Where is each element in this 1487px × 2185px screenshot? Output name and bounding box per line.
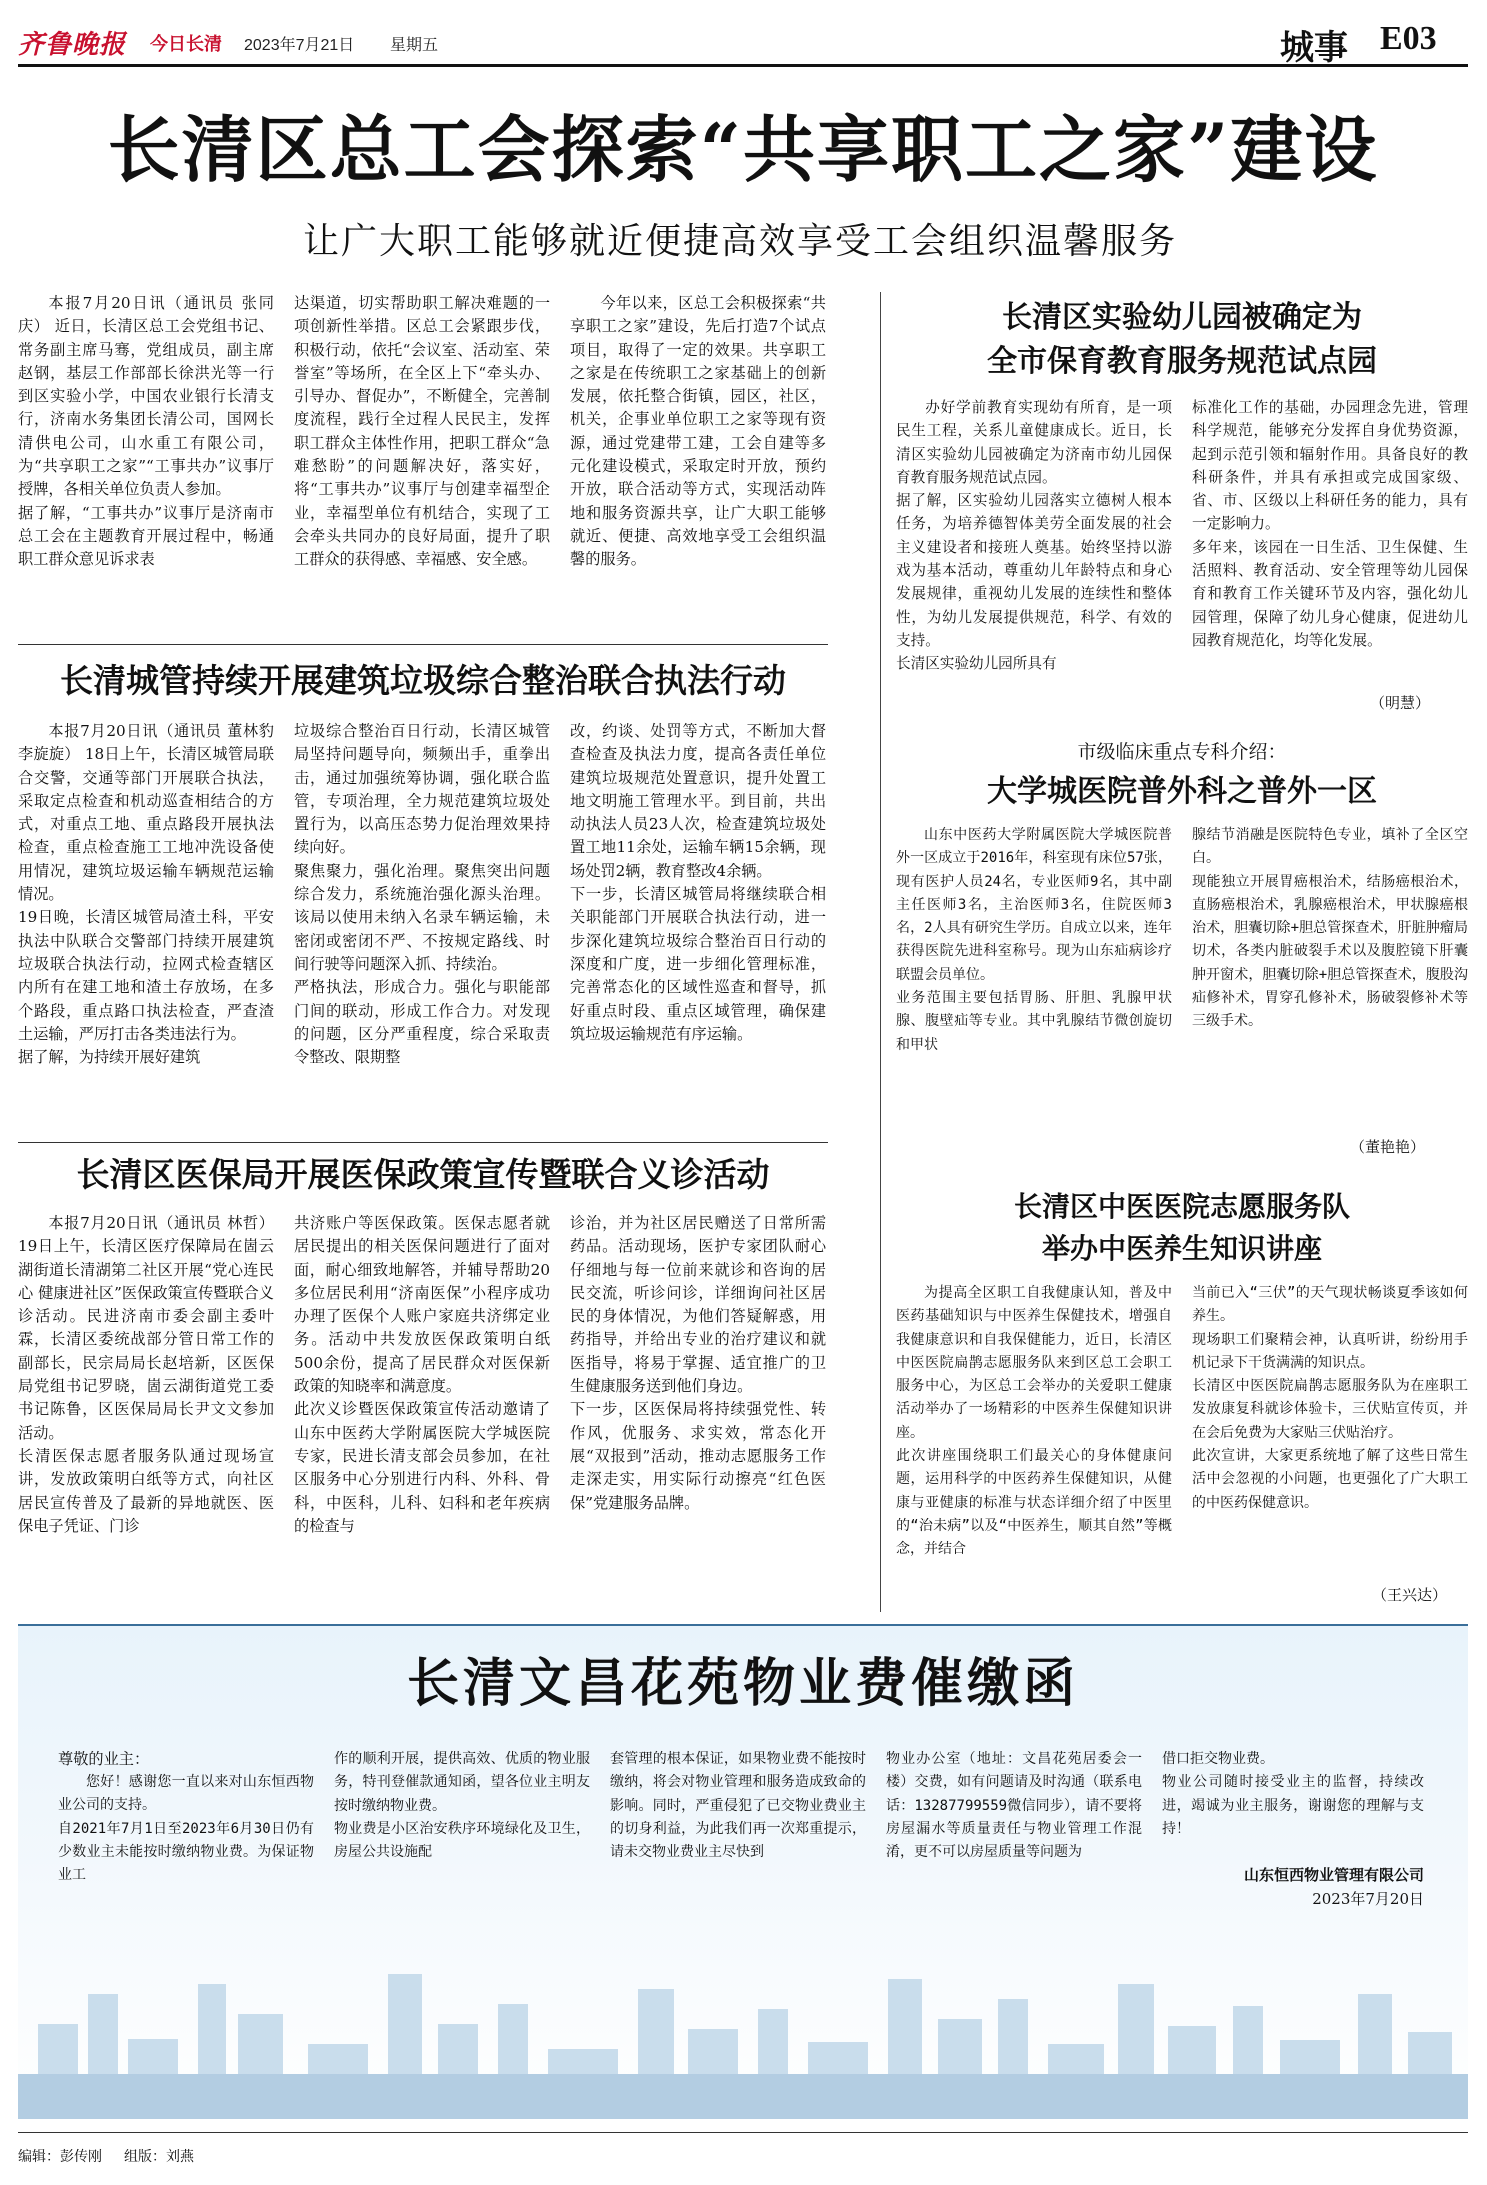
ye-title-line-2: 全市保育教育服务规范试点园 — [987, 344, 1377, 379]
right-column-divider — [880, 292, 881, 1612]
lead-subtitle: 让广大职工能够就近便捷高效享受工会组织温馨服务 — [302, 221, 1177, 262]
lead-col-1: 本报7月20日讯（通讯员 张同庆） 近日，长清区总工会党组书记、常务副主席马骞，党组成员，副主席赵钢，基层工作部部长徐洪光等一行到区实验小学，中国农业银行长清支行，济南水务集团长清公司，国网长清供电公司，山水重工有限公司，为“共享职工之家”“工事共办”议事厅授牌，各相关单位负责人参加。 据了解，“工事共办”议事厅是济南市总工会在主题教育开展过程中，畅通职工群众意见诉求表 — [18, 294, 274, 569]
yb-col-3: 诊治，并为社区居民赠送了日常所需药品。活动现场，医护专家团队耐心仔细地与每一位前来就诊和咨询的居民交流，听诊问诊，详细询问社区居民的身体情况，为他们答疑解惑，用药指导，并给出专业的治疗建议和就医指导，将易于掌握、适宜推广的卫生健康服务送到他们身边。 下一步，区医保局将持续强党性、转作风，优服务、求实效，常态化开展“双报到”活动，推动志愿服务工作走深走实，用实际行动擦亮“红色医保”党建服务品牌。 — [570, 1214, 826, 1512]
yb-title: 长清区医保局开展医保政策宣传暨联合义诊活动 — [76, 1155, 770, 1194]
ye-col-2: 标准化工作的基础，办园理念先进，管理科学规范，能够充分发挥自身优势资源，起到示范引领和辐射作用。具备良好的教科研条件，并具有承担或完成国家级、省、市、区级以上科研任务的能力，具有一定影响力。 多年来，该园在一日生活、卫生保健、生活照料、教育活动、安全管理等幼儿园保育和教育工作关键环节及内容，强化幼儿园管理，保障了幼儿身心健康，促进幼儿园教育规范化，均等化发展。 — [1192, 399, 1468, 649]
issue-date: 2023年7月21日 — [244, 37, 355, 54]
footer-editor: 编辑：彭传刚 — [18, 2149, 102, 2165]
dxc-kicker: 市级临床重点专科介绍： — [1077, 741, 1287, 763]
zy-byline: （王兴达） — [1372, 1586, 1448, 1604]
yb-col-1: 本报7月20日讯（通讯员 林哲） 19日上午，长清区医疗保障局在崮云湖街道长清湖第二社区开展“党心连民心 健康进社区”医保政策宣传暨联合义诊活动。民进济南市委会副主委叶霖，长清区委统战部分管日常工作的副部长，民宗局局长赵培新，区医保局党组书记罗晓，崮云湖街道党工委书记陈鲁，区医保局局长尹文文参加活动。 长清医保志愿者服务队通过现场宣讲，发放政策明白纸等方式，向社区居民宣传普及了最新的异地就医、医保电子凭证、门诊 — [18, 1214, 274, 1535]
zy-col-2: 当前已入“三伏”的天气现状畅谈夏季该如何养生。 现场职工们聚精会神，认真听讲，纷纷用手机记录下干货满满的知识点。 长清区中医医院扁鹊志愿服务队为在座职工发放康复科就诊体验卡，三伏贴宣传页，并在会后免费为大家贴三伏贴治疗。 此次宣讲，大家更系统地了解了这些日常生活中会忽视的小问题，也更强化了广大职工的中医药保健意识。 — [1192, 1285, 1468, 1511]
notice-salutation: 尊敬的业主： — [58, 1750, 150, 1768]
lead-bottom-rule — [18, 644, 828, 645]
page-name: 城事 — [1280, 28, 1348, 68]
yb-col-2: 共济账户等医保政策。医保志愿者就居民提出的相关医保问题进行了面对面，耐心细致地解答，并辅导帮助20多位居民利用“济南医保”小程序成功办理了医保个人账户家庭共济绑定业务。活动中共发放医保政策明白纸500余份，提高了居民群众对医保新政策的知晓率和满意度。 此次义诊暨医保政策宣传活动邀请了山东中医药大学附属医院大学城医院专家，民进长清支部会员参加，在社区服务中心分别进行内科、外科、骨科，中医科，儿科、妇科和老年疾病的检查与 — [294, 1214, 550, 1535]
cg-title: 长清城管持续开展建筑垃圾综合整治联合执法行动 — [60, 661, 786, 700]
notice-title: 长清文昌花苑物业费催缴函 — [406, 1653, 1079, 1714]
cg-col-2: 垃圾综合整治百日行动，长清区城管局坚持问题导向，频频出手，重拳出击，通过加强统筹协调，强化联合监管，专项治理，全力规范建筑垃圾处置行为，以高压态势力促治理效果持续向好。 聚焦聚力，强化治理。聚焦突出问题综合发力，系统施治强化源头治理。该局以使用未纳入名录车辆运输，未密闭或密闭不严、不按规定路线、时间行驶等问题深入抓、持续治。 严格执法，形成合力。强化与职能部门间的联动，形成工作合力。对发现的问题，区分严重程度，综合采取责令整改、限期整 — [294, 722, 550, 1067]
lead-col-2: 达渠道，切实帮助职工解决难题的一项创新性举措。区总工会紧跟步伐，积极行动，依托“会议室、活动室、荣誉室”等场所，在全区上下“牵头办、引导办、督促办”，不断健全，完善制度流程，践行全过程人民民主，发挥职工群众主体性作用，把职工群众“急难愁盼”的问题解决好，落实好，将“工事共办”议事厅与创建幸福型企业，幸福型单位有机结合，实现了工会牵头共同办的良好局面，提升了职工群众的获得感、幸福感、安全感。 — [294, 294, 550, 569]
notice-col-3: 套管理的根本保证，如果物业费不能按时缴纳，将会对物业管理和服务造成致命的影响。同时，严重侵犯了已交物业费业主的切身利益，为此我们再一次郑重提示，请未交物业费业主尽快到 — [610, 1751, 866, 1861]
zy-title-line-1: 长清区中医医院志愿服务队 — [1013, 1190, 1350, 1223]
dxc-byline: （董艳艳） — [1350, 1138, 1426, 1156]
notice-col-4: 物业办公室（地址：文昌花苑居委会一楼）交费，如有问题请及时沟通（联系电话：13287799559微信同步），请不要将房屋漏水等质量责任与物业管理工作混淆，更不可以房屋质量等问题为 — [886, 1751, 1142, 1861]
issue-weekday: 星期五 — [390, 35, 439, 54]
cg-col-3: 改，约谈、处罚等方式，不断加大督查检查及执法力度，提高各责任单位建筑垃圾规范处置意识，提升处置工地文明施工管理水平。到目前，共出动执法人员23人次，检查建筑垃圾处置工地11余处，运输车辆15余辆，现场处罚2辆，教育整改4余辆。 下一步，长清区城管局将继续联合相关职能部门开展联合执法行动，进一步深化建筑垃圾综合整治百日行动的深度和广度，进一步细化管理标准，完善常态化的区域性巡查和督导，抓好重点时段、重点区域管理，确保建筑垃圾运输规范有序运输。 — [570, 722, 826, 1043]
zy-col-1: 为提高全区职工自我健康认知，普及中医药基础知识与中医养生保健技术，增强自我健康意识和自我保健能力，近日，长清区中医医院扁鹊志愿服务队来到区总工会职工服务中心，为区总工会举办的关爱职工健康活动举办了一场精彩的中医养生保健知识讲座。 此次讲座围绕职工们最关心的身体健康问题，运用科学的中医药养生保健知识，从健康与亚健康的标准与状态详细介绍了中医里的“治未病”以及“中医养生，顺其自然”等概念，并结合 — [896, 1285, 1172, 1558]
footer-rule — [18, 2132, 1468, 2133]
notice-col-1: 您好！感谢您一直以来对山东恒西物业公司的支持。 自2021年7月1日至2023年6月30日仍有少数业主未能按时缴纳物业费。为保证物业工 — [58, 1774, 314, 1884]
dxc-title: 大学城医院普外科之普外一区 — [987, 774, 1377, 809]
lead-col-3: 今年以来，区总工会积极探索“共享职工之家”建设，先后打造7个试点项目，取得了一定的效果。共享职工之家是在传统职工之家基础上的创新发展，依托整合街镇，园区，社区，机关，企事业单位职工之家等现有资源，通过党建带工建，工会自建等多元化建设模式，采取定时开放，预约开放，联合活动等方式，实现活动阵地和服务资源共享，让广大职工能够就近、便捷、高效地享受工会组织温馨的服务。 — [570, 294, 826, 569]
newspaper-logo: 齐鲁晚报 — [18, 30, 127, 60]
cg-col-1: 本报7月20日讯（通讯员 董林豹 李旋旋） 18日上午，长清区城管局联合交警，交通等部门开展联合执法，采取定点检查和机动巡查相结合的方式，对重点工地、重点路段开展执法检查，重点检查施工工地冲洗设备使用情况，建筑垃圾运输车辆规范运输情况。 19日晚，长清区城管局渣土科，平安执法中队联合交警部门持续开展建筑垃圾联合执法行动，拉网式检查辖区内所有在建工地和渣土存放场，在多个路段，重点路口执法检查，严查渣土运输，严厉打击各类违法行为。 据了解，为持续开展好建筑 — [18, 722, 274, 1067]
section-name: 今日长清 — [150, 34, 222, 55]
notice-col-5: 借口拒交物业费。 物业公司随时接受业主的监督，持续改进，竭诚为业主服务，谢谢您的理解与支持！ — [1162, 1751, 1424, 1837]
zy-title-line-2: 举办中医养生知识讲座 — [1041, 1232, 1322, 1265]
notice-col-2: 作的顺利开展，提供高效、优质的物业服务，特刊登催款通知函，望各位业主明友按时缴纳物业费。 物业费是小区治安秩序环境绿化及卫生，房屋公共设施配 — [334, 1751, 590, 1861]
notice-top-rule — [18, 1624, 1468, 1626]
cg-bottom-rule — [18, 1142, 828, 1143]
lead-title: 长清区总工会探索“共享职工之家”建设 — [107, 107, 1379, 192]
dxc-col-2: 腺结节消融是医院特色专业，填补了全区空白。 现能独立开展胃癌根治术，结肠癌根治术，直肠癌根治术，乳腺癌根治术，甲状腺癌根治术，胆囊切除+胆总管探查术，肝脏肿瘤局切术，各类内脏破裂手术以及腹腔镜下肝囊肿开窗术，胆囊切除+胆总管探查术，腹股沟疝修补术，胃穿孔修补术，肠破裂修补术等三级手术。 — [1192, 827, 1468, 1030]
city-skyline-illustration — [18, 1954, 1468, 2119]
notice-signature: 山东恒西物业管理有限公司 — [1243, 1866, 1424, 1884]
masthead-rule — [18, 64, 1468, 67]
ye-byline: （明慧） — [1370, 694, 1431, 712]
notice-sign-date: 2023年7月20日 — [1312, 1890, 1424, 1908]
masthead — [18, 12, 1468, 72]
footer-layout: 组版：刘燕 — [124, 2149, 194, 2165]
dxc-col-1: 山东中医药大学附属医院大学城医院普外一区成立于2016年，科室现有床位57张，现有医护人员24名，专业医师9名，其中副主任医师3名，主治医师3名，住院医师3名，2人具有研究生学历。自成立以来，连年获得医院先进科室称号。现为山东疝病诊疗联盟会员单位。 业务范围主要包括胃肠、肝胆、乳腺甲状腺、腹壁疝等专业。其中乳腺结节微创旋切和甲状 — [896, 827, 1172, 1053]
notice-panel — [18, 1624, 1468, 2119]
page-number: E03 — [1380, 20, 1437, 57]
ye-col-1: 办好学前教育实现幼有所育，是一项民生工程，关系儿童健康成长。近日，长清区实验幼儿园被确定为济南市幼儿园保育教育服务规范试点园。 据了解，区实验幼儿园落实立德树人根本任务，为培养德智体美劳全面发展的社会主义建设者和接班人奠基。始终坚持以游戏为基本活动，尊重幼儿年龄特点和身心发展规律，重视幼儿发展的连续性和整体性，为幼儿发展提供规范，科学、有效的支持。 长清区实验幼儿园所具有 — [896, 399, 1172, 673]
ye-title-line-1: 长清区实验幼儿园被确定为 — [1002, 300, 1362, 335]
